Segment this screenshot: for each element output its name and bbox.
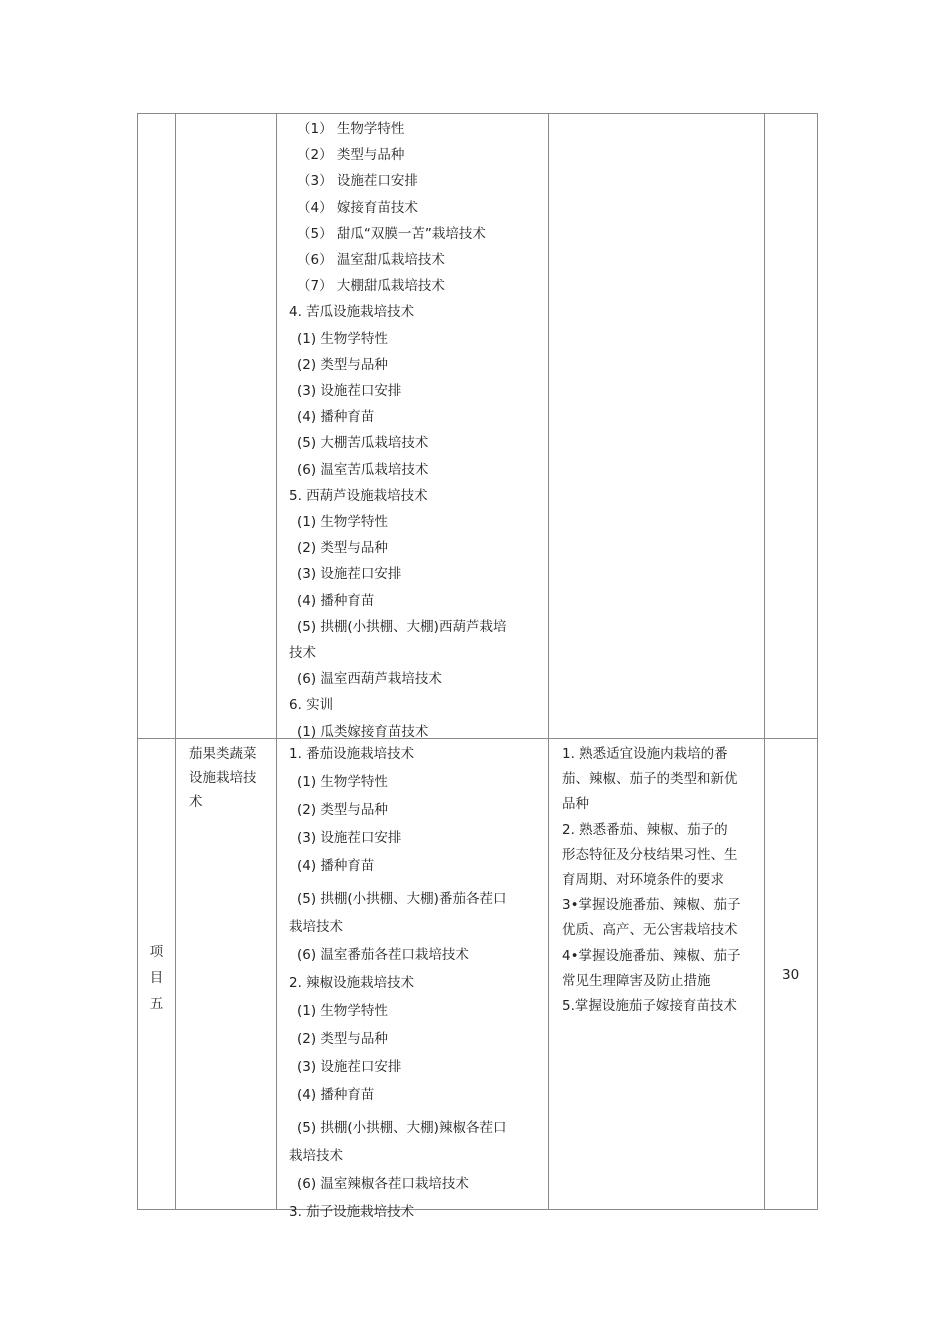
- content-line: （5） 甜瓜“双膜一苫”栽培技术: [297, 225, 486, 242]
- objective-line: 优质、高产、无公害栽培技术: [562, 922, 738, 939]
- content-line: （4） 嫁接育苗技术: [297, 199, 418, 216]
- objective-line: 茄、辣椒、茄子的类型和新优: [562, 771, 738, 788]
- content-line: (1) 生物学特性: [297, 330, 388, 347]
- module-name-cell: [176, 739, 276, 1210]
- content-line: (2) 类型与品种: [297, 540, 388, 557]
- content-line: (3) 设施茬口安排: [297, 830, 402, 846]
- hours-cell: [765, 739, 818, 1210]
- content-line: （1） 生物学特性: [297, 121, 405, 137]
- project-label-char: 目: [149, 970, 164, 986]
- hours-value: 30: [782, 967, 800, 983]
- content-line: (4) 播种育苗: [297, 858, 375, 874]
- content-line: （2） 类型与品种: [297, 147, 405, 164]
- content-line: (4) 播种育苗: [297, 1087, 375, 1103]
- content-line: (2) 类型与品种: [297, 356, 388, 373]
- top-row-content-cell: [277, 114, 548, 738]
- content-line: （6） 温室甜瓜栽培技术: [297, 252, 445, 268]
- content-line: (5) 拱棚(小拱棚、大棚)番茄各茬口: [297, 891, 507, 907]
- project-label: [138, 939, 175, 1017]
- objective-line: 育周期、对环境条件的要求: [562, 872, 724, 888]
- module-name-line: 设施栽培技: [189, 770, 257, 786]
- content-line: 技术: [289, 645, 316, 661]
- content-line: (4) 播种育苗: [297, 592, 375, 609]
- content-line: (3) 设施茬口安排: [297, 383, 402, 399]
- objective-line: 形态特征及分枝结果习性、生: [562, 846, 738, 863]
- objective-line: 常见生理障害及防止措施: [562, 972, 711, 989]
- objective-line: 4•掌握设施番茄、辣椒、茄子: [562, 947, 741, 964]
- content-line: （7） 大棚甜瓜栽培技术: [297, 278, 445, 295]
- objective-line: 1. 熟悉适宜设施内栽培的番: [562, 746, 728, 762]
- content-line: (1) 生物学特性: [297, 514, 388, 530]
- content-line: 栽培技术: [289, 919, 343, 935]
- content-line: (5) 大棚苦瓜栽培技术: [297, 435, 429, 452]
- project-label-char: 五: [149, 996, 164, 1012]
- project-label-char: 项: [149, 944, 164, 960]
- content-line: (6) 温室西葫芦栽培技术: [297, 671, 442, 688]
- module-name-line: 茄果类蔬菜: [189, 746, 257, 762]
- objective-line: 5.掌握设施茄子嫁接育苗技术: [562, 998, 737, 1014]
- content-line: 4. 苦瓜设施栽培技术: [289, 304, 415, 321]
- content-line: (3) 设施茬口安排: [297, 1059, 402, 1075]
- content-line: (2) 类型与品种: [297, 1031, 388, 1047]
- objective-line: 3•掌握设施番茄、辣椒、茄子: [562, 897, 741, 914]
- content-line: (5) 拱棚(小拱棚、大棚)西葫芦栽培: [297, 618, 507, 635]
- objective-line: 2. 熟悉番茄、辣椒、茄子的: [562, 821, 728, 838]
- content-line: 3. 茄子设施栽培技术: [289, 1204, 415, 1220]
- project-content-cell: [277, 739, 548, 1220]
- content-line: (1) 生物学特性: [297, 1003, 388, 1019]
- content-line: (2) 类型与品种: [297, 802, 388, 818]
- objective-line: 品种: [562, 796, 589, 813]
- content-line: (4) 播种育苗: [297, 409, 375, 426]
- content-line: (6) 温室辣椒各茬口栽培技术: [297, 1176, 469, 1192]
- module-name-line: 术: [189, 794, 203, 810]
- content-line: (1) 瓜类嫁接育苗技术: [297, 723, 429, 740]
- content-line: (6) 温室苦瓜栽培技术: [297, 461, 429, 478]
- content-line: 栽培技术: [289, 1148, 343, 1164]
- content-line: 6. 实训: [289, 697, 334, 714]
- project-label-cell: [138, 739, 175, 1210]
- content-line: (1) 生物学特性: [297, 774, 388, 790]
- content-line: (5) 拱棚(小拱棚、大棚)辣椒各茬口: [297, 1120, 507, 1136]
- content-line: （3） 设施茬口安排: [297, 173, 418, 190]
- content-line: 5. 西葫芦设施栽培技术: [289, 487, 428, 504]
- objectives-cell: [549, 739, 764, 1210]
- content-line: 2. 辣椒设施栽培技术: [289, 975, 415, 991]
- course-table: [137, 113, 818, 1220]
- content-line: 1. 番茄设施栽培技术: [289, 746, 415, 762]
- content-line: (6) 温室番茄各茬口栽培技术: [297, 947, 469, 963]
- content-line: (3) 设施茬口安排: [297, 566, 402, 583]
